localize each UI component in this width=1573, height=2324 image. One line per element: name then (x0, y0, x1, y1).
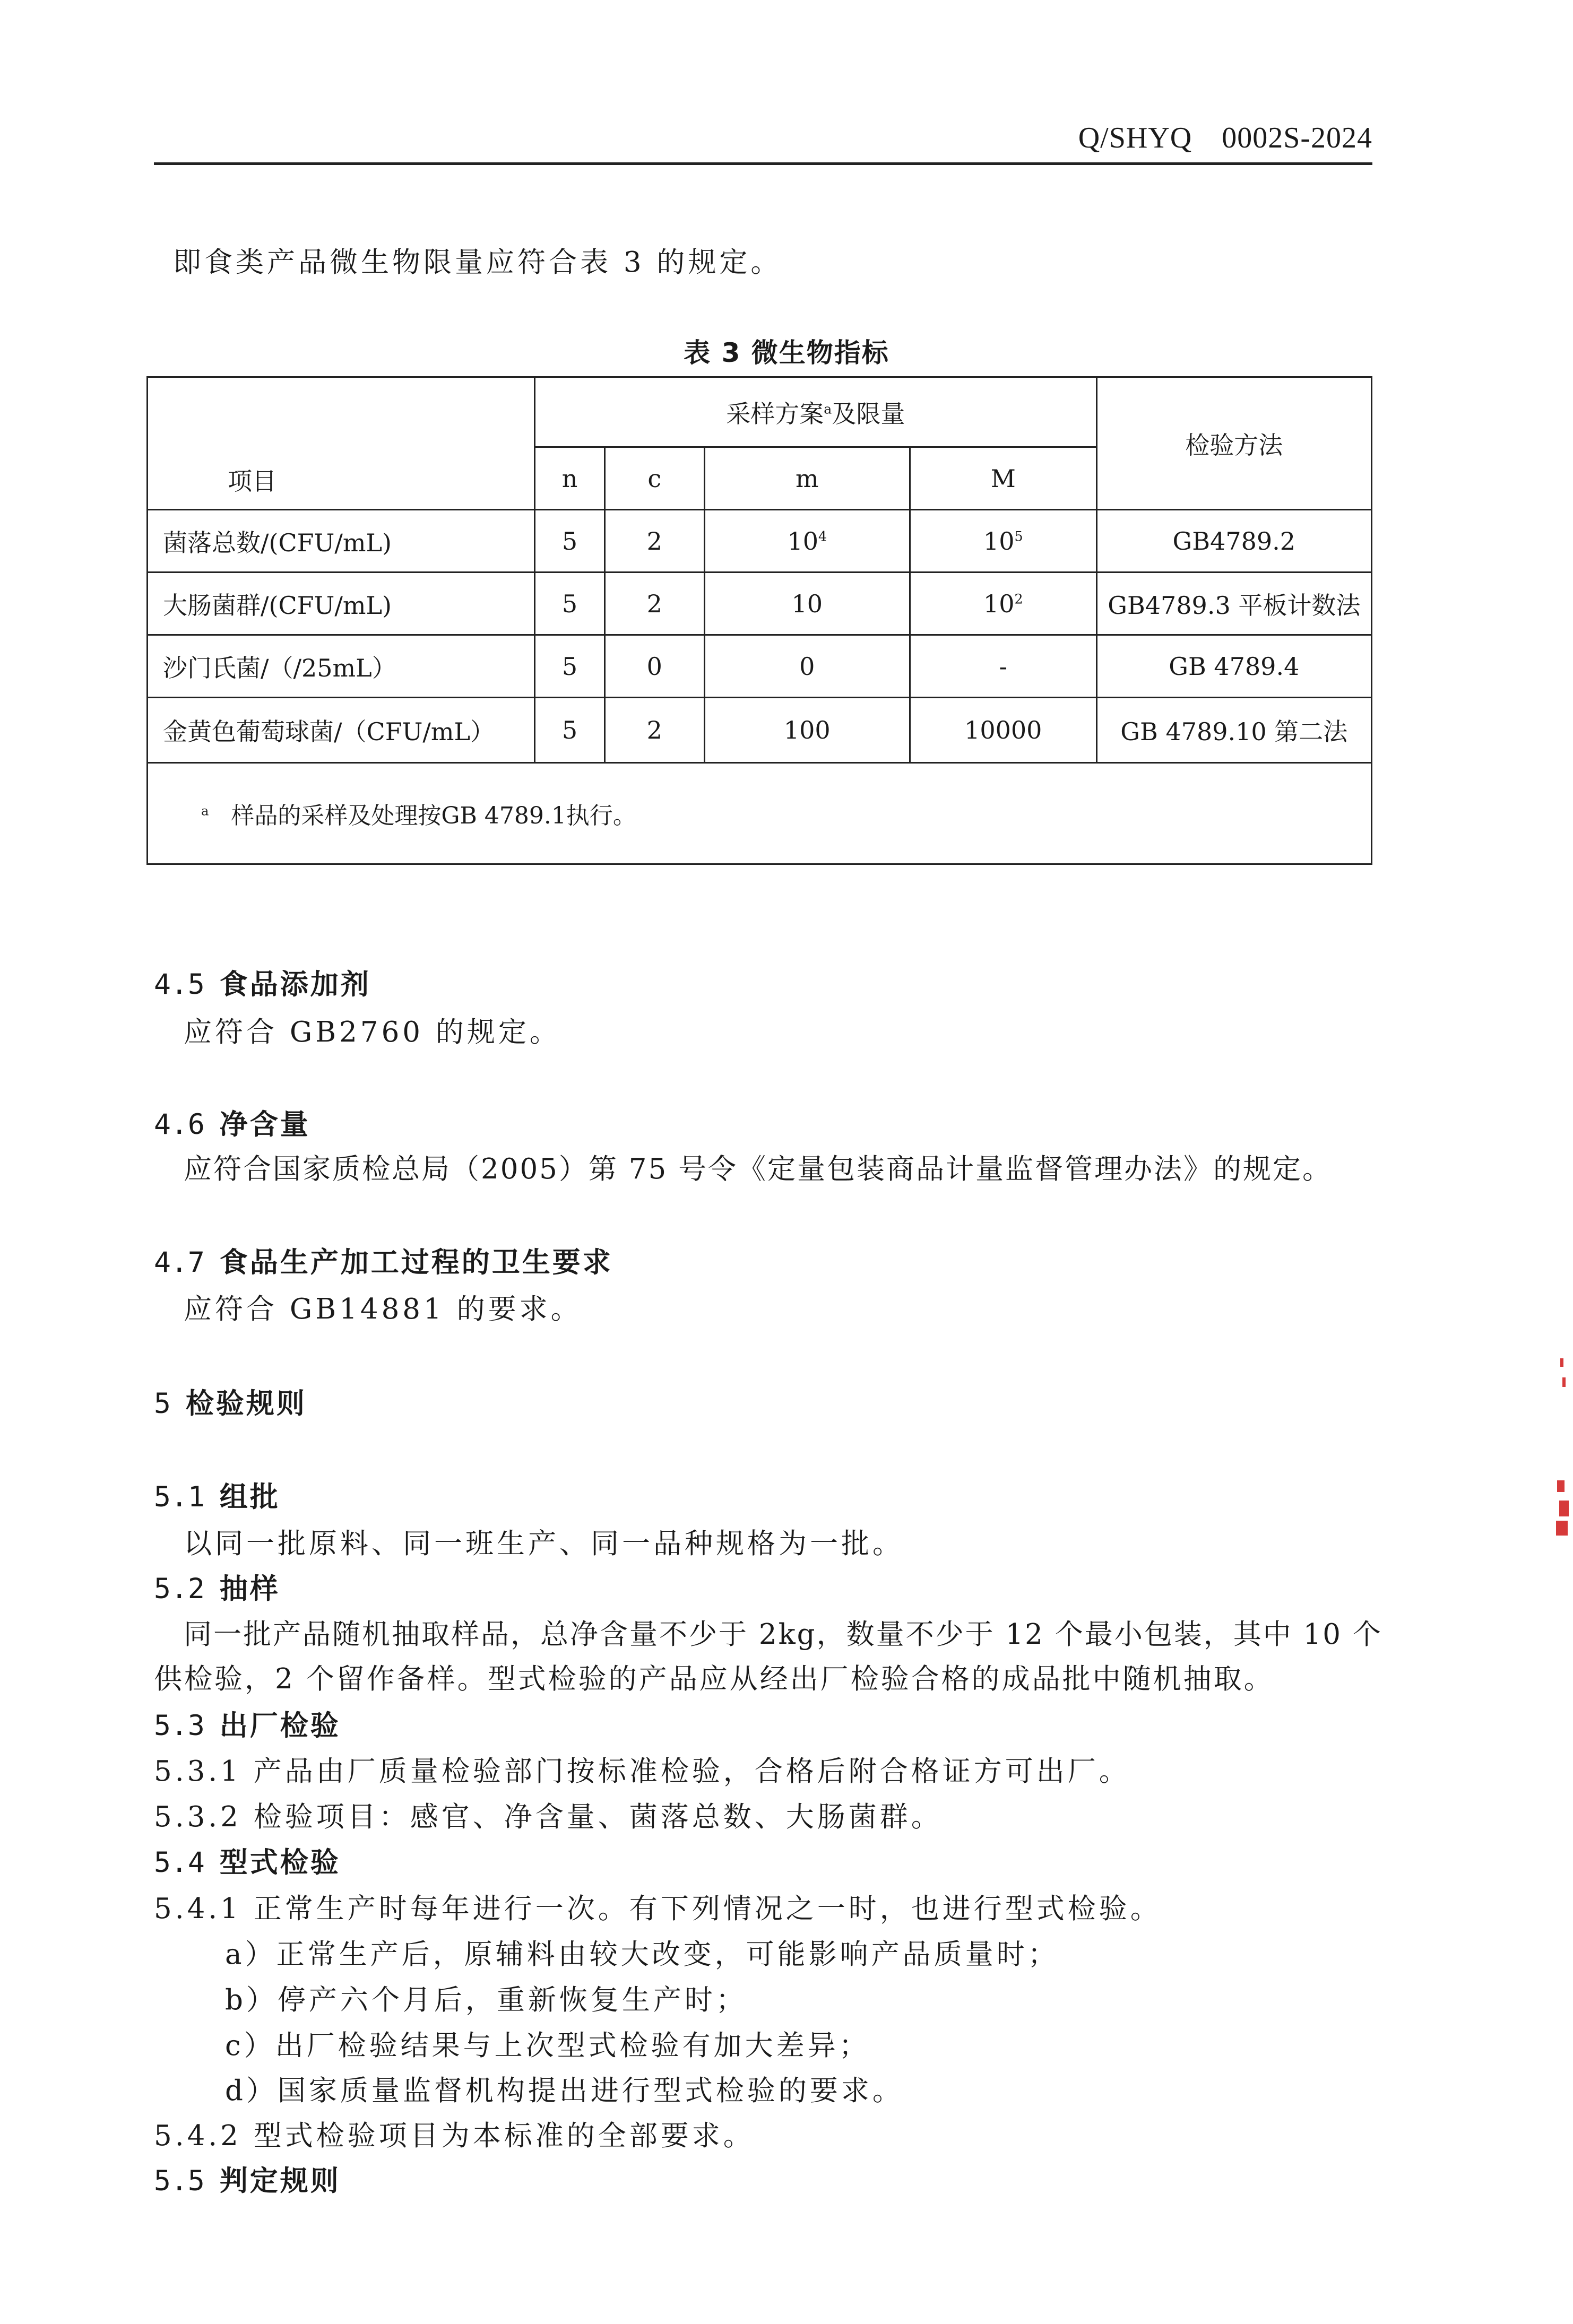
section-4-6-heading (154, 1102, 310, 1142)
section-5-5-heading (154, 2158, 341, 2199)
section-5-heading (154, 1381, 307, 1421)
section-5-2-text-1: 同一批产品随机抽取样品，总净含量不少于 2kg，数量不少于 12 个最小包装，其中 10 个 (184, 1618, 1382, 1651)
cell-M-base: - (999, 652, 1008, 681)
header-n: n (535, 447, 605, 510)
cell-M-base: 10 (983, 589, 1015, 618)
section-5-number: 5 (154, 1388, 171, 1420)
section-5-4-1-item-a: a）正常生产后，原辅料由较大改变，可能影响产品质量时； (225, 1938, 1059, 1971)
section-4-7-number: 4.7 (154, 1246, 205, 1279)
cell-M-exp: 2 (1014, 591, 1023, 607)
section-4-7-text: 应符合 GB14881 的要求。 (184, 1293, 582, 1325)
standard-code (1078, 121, 1372, 155)
section-5-5-number: 5.5 (154, 2165, 205, 2197)
header-sampling-label: 采样方案 (726, 399, 824, 428)
cell-m (704, 698, 910, 763)
cell-item: 菌落总数/(CFU/mL) (148, 510, 535, 573)
section-4-5-number: 4.5 (154, 968, 205, 1001)
cell-c: 0 (604, 635, 704, 698)
section-5-4-1-item-b: b）停产六个月后，重新恢复生产时； (225, 1984, 747, 2016)
cell-M (910, 510, 1096, 573)
section-5-3-title: 出厂检验 (219, 1710, 341, 1742)
table-note-mark: a (201, 803, 209, 819)
cell-c: 2 (604, 573, 704, 635)
section-4-7-title: 食品生产加工过程的卫生要求 (219, 1246, 613, 1279)
section-4-5-text: 应符合 GB2760 的规定。 (184, 1016, 561, 1048)
cell-m-base: 0 (799, 652, 815, 681)
cell-m-base: 10 (791, 589, 823, 618)
standard-code-number: 0002S-2024 (1222, 122, 1372, 154)
cell-M-base: 10 (983, 526, 1015, 556)
header-method: 检验方法 (1096, 377, 1371, 510)
section-4-5-heading (154, 962, 371, 1002)
section-5-4-1-text: 5.4.1 正常生产时每年进行一次。有下列情况之一时，也进行型式检验。 (154, 1893, 1162, 1925)
section-5-2-title: 抽样 (219, 1573, 280, 1605)
section-5-2-number: 5.2 (154, 1573, 205, 1605)
cell-m (704, 510, 910, 573)
cell-M-exp: 5 (1014, 528, 1023, 544)
section-5-3-1-text: 5.3.1 产品由厂质量检验部门按标准检验，合格后附合格证方可出厂。 (154, 1755, 1130, 1788)
standard-code-prefix: Q/SHYQ (1078, 122, 1192, 154)
header-m: m (704, 447, 910, 510)
section-5-4-1-item-d: d）国家质量监督机构提出进行型式检验的要求。 (225, 2075, 904, 2107)
section-5-title: 检验规则 (185, 1388, 307, 1420)
cell-n: 5 (535, 510, 605, 573)
cell-method: GB4789.2 (1096, 510, 1371, 573)
section-5-4-title: 型式检验 (219, 1846, 341, 1879)
section-5-2-heading (154, 1566, 280, 1607)
cell-M (910, 573, 1096, 635)
section-5-1-title: 组批 (219, 1481, 280, 1513)
table-row (148, 510, 1372, 573)
header-rule (154, 162, 1372, 165)
section-5-4-2-text: 5.4.2 型式检验项目为本标准的全部要求。 (154, 2120, 755, 2152)
table-caption: 表 3 微生物指标 (684, 337, 889, 368)
seal-edge-marks (1555, 1358, 1571, 1539)
section-5-4-heading (154, 1840, 341, 1880)
cell-method: GB4789.3 平板计数法 (1096, 573, 1371, 635)
section-5-1-text: 以同一批原料、同一班生产、同一品种规格为一批。 (184, 1528, 904, 1560)
section-5-3-number: 5.3 (154, 1710, 205, 1742)
section-4-7-heading (154, 1240, 613, 1280)
cell-m (704, 635, 910, 698)
microbial-table (146, 376, 1372, 865)
header-sampling (535, 377, 1096, 447)
intro-text: 即食类产品微生物限量应符合表 3 的规定。 (173, 246, 782, 279)
table-note (148, 763, 1372, 864)
section-4-6-title: 净含量 (219, 1108, 310, 1141)
table-note-text: 样品的采样及处理按GB 4789.1执行。 (231, 802, 636, 829)
cell-m-base: 100 (783, 716, 831, 744)
table-row (148, 698, 1372, 763)
table-row (148, 573, 1372, 635)
cell-M (910, 698, 1096, 763)
cell-m (704, 573, 910, 635)
section-5-1-heading (154, 1475, 280, 1515)
table-row (148, 635, 1372, 698)
cell-item: 沙门氏菌/（/25mL） (148, 635, 535, 698)
cell-n: 5 (535, 635, 605, 698)
header-sampling-tail: 及限量 (832, 399, 905, 428)
cell-method: GB 4789.10 第二法 (1096, 698, 1371, 763)
section-4-5-title: 食品添加剂 (219, 968, 371, 1001)
section-4-6-number: 4.6 (154, 1108, 205, 1141)
header-item: 项目 (148, 377, 535, 510)
cell-n: 5 (535, 698, 605, 763)
section-5-4-1-item-c: c）出厂检验结果与上次型式检验有加大差异； (225, 2030, 870, 2062)
section-5-3-2-text: 5.3.2 检验项目：感官、净含量、菌落总数、大肠菌群。 (154, 1801, 943, 1833)
cell-m-exp: 4 (818, 528, 827, 544)
section-5-1-number: 5.1 (154, 1481, 205, 1513)
header-c: c (604, 447, 704, 510)
cell-M-base: 10000 (964, 716, 1042, 744)
cell-c: 2 (604, 510, 704, 573)
cell-c: 2 (604, 698, 704, 763)
cell-n: 5 (535, 573, 605, 635)
header-sampling-sup: a (824, 401, 832, 417)
header-M: M (910, 447, 1096, 510)
section-5-5-title: 判定规则 (219, 2165, 341, 2197)
cell-M (910, 635, 1096, 698)
cell-m-base: 10 (787, 526, 818, 556)
cell-item: 金黄色葡萄球菌/（CFU/mL） (148, 698, 535, 763)
cell-item: 大肠菌群/(CFU/mL) (148, 573, 535, 635)
section-5-4-number: 5.4 (154, 1846, 205, 1879)
section-5-3-heading (154, 1703, 341, 1744)
cell-method: GB 4789.4 (1096, 635, 1371, 698)
section-4-6-text: 应符合国家质检总局（2005）第 75 号令《定量包装商品计量监督管理办法》的规定。 (184, 1153, 1333, 1185)
section-5-2-text-2: 供检验，2 个留作备样。型式检验的产品应从经出厂检验合格的成品批中随机抽取。 (154, 1663, 1274, 1695)
